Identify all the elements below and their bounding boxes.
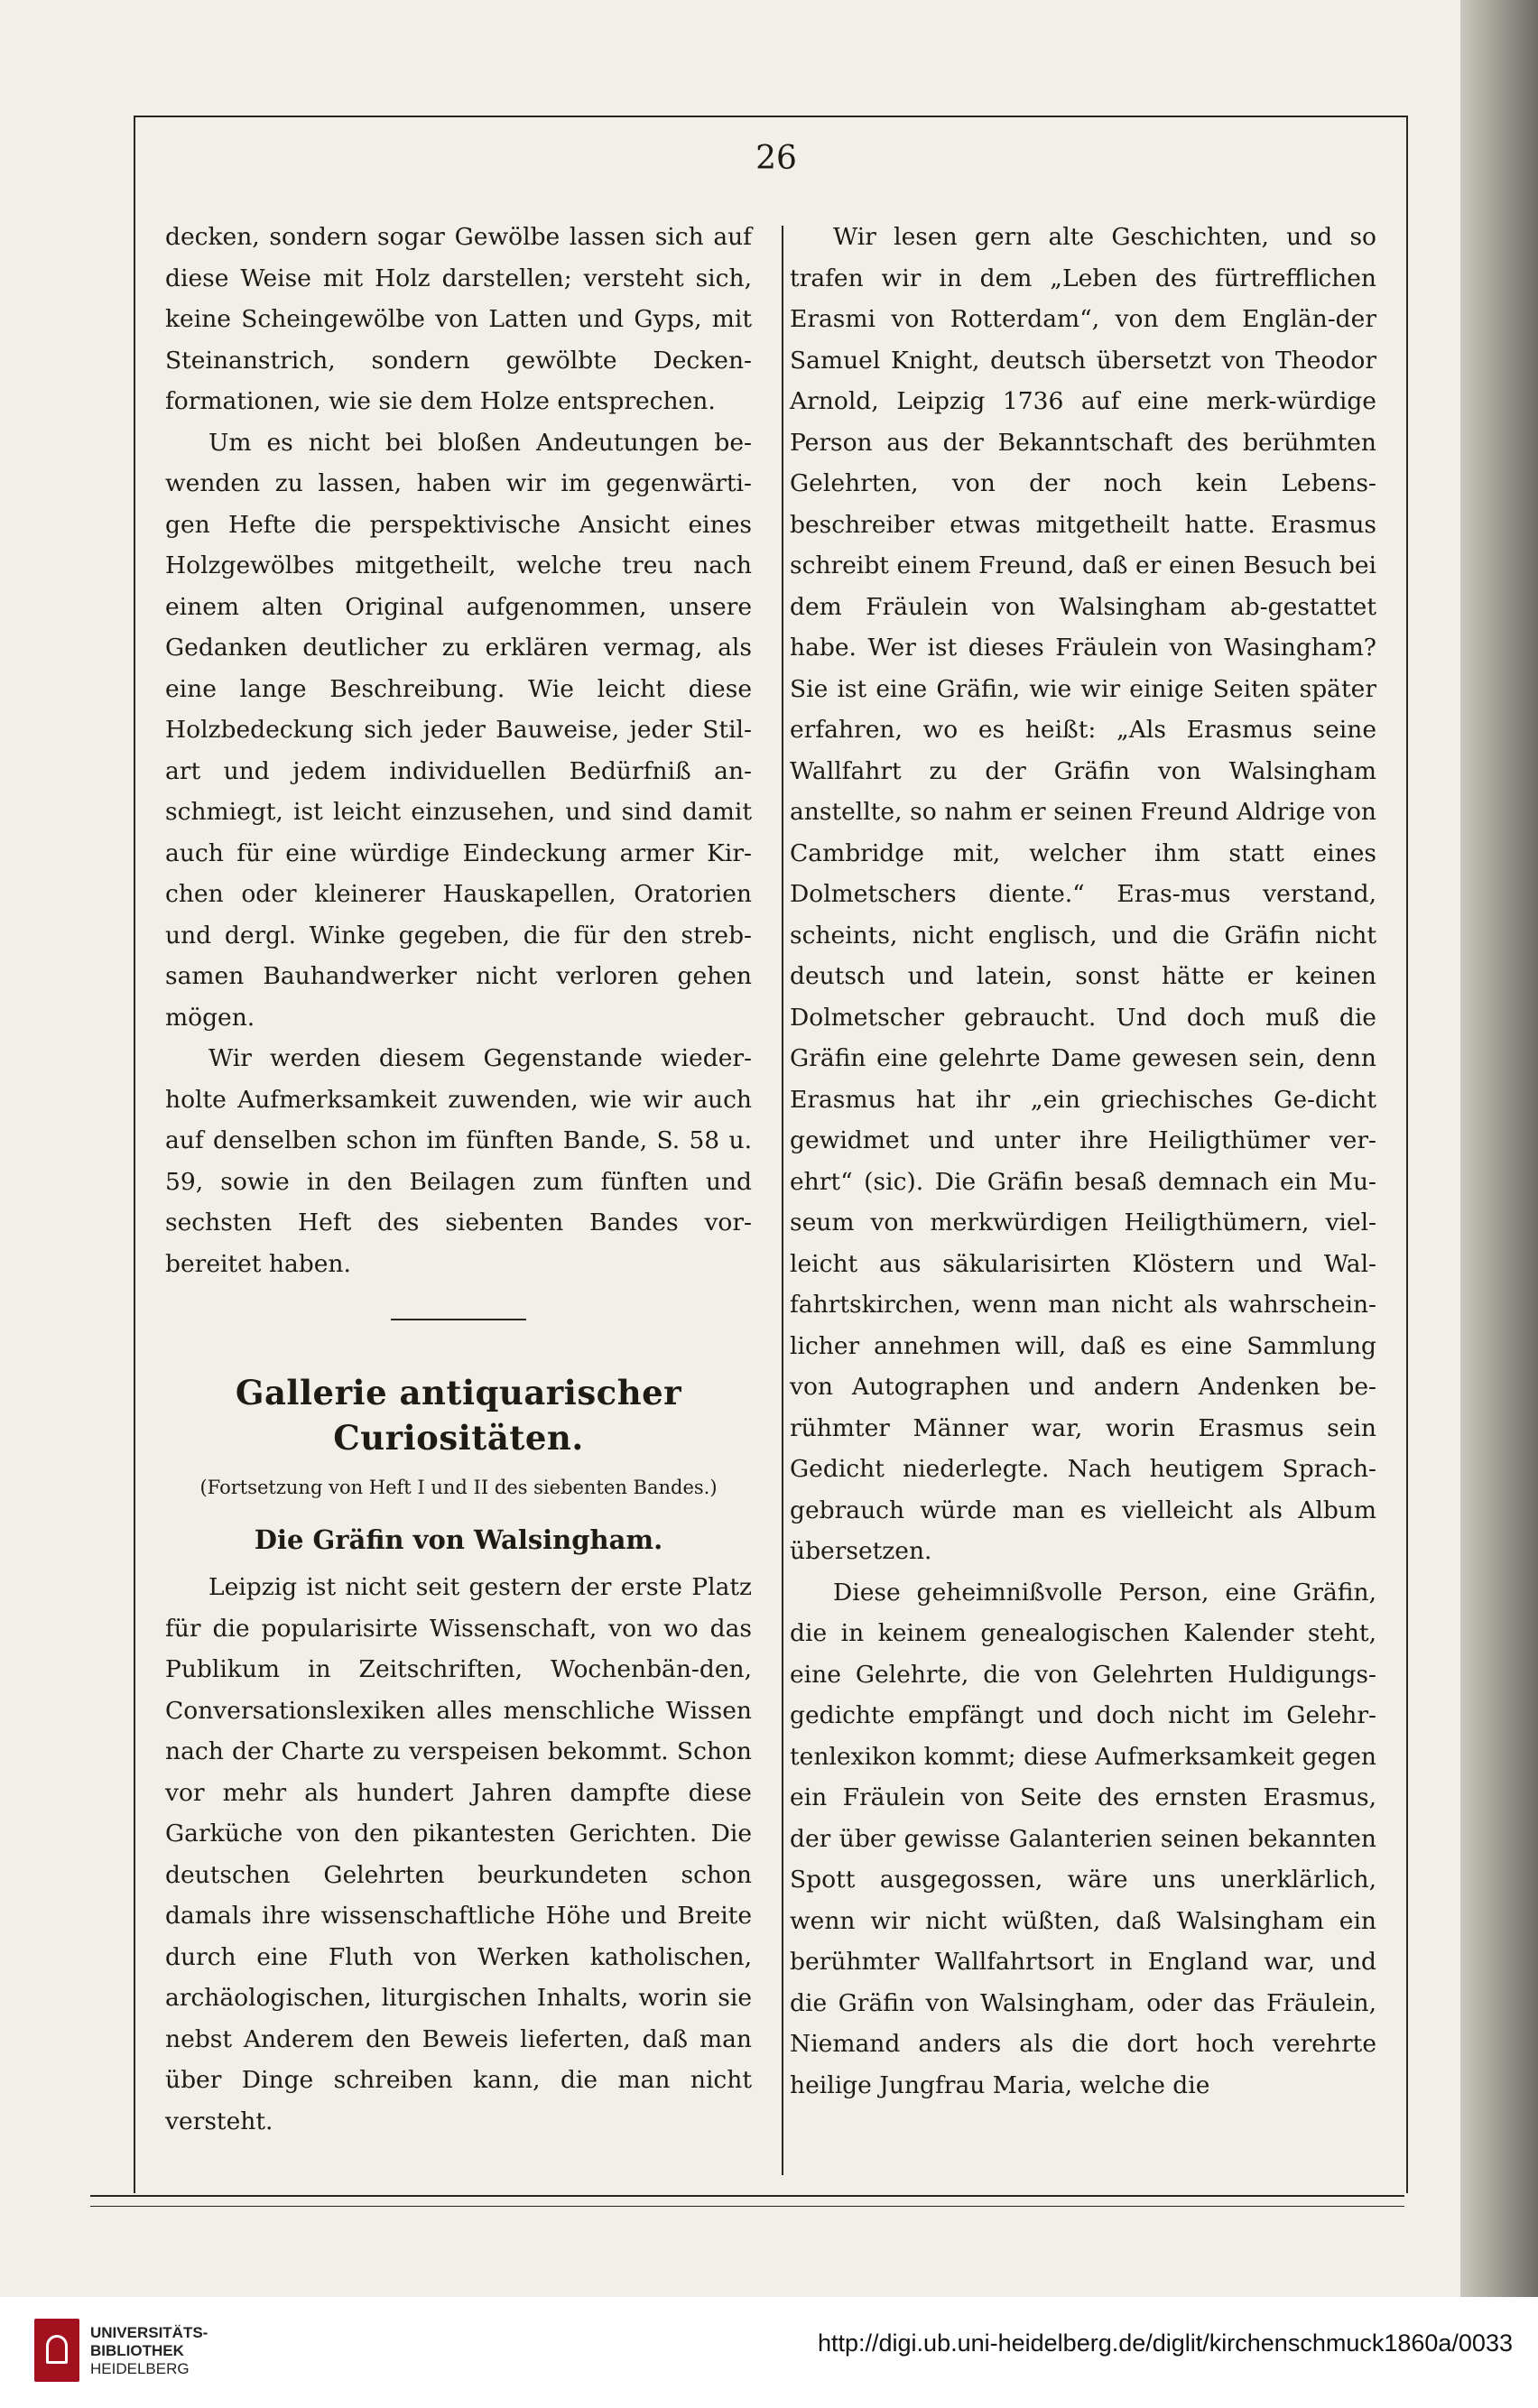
- bottom-rule-thin: [90, 2206, 1404, 2207]
- source-url-link[interactable]: http://digi.ub.uni-heidelberg.de/diglit/kirchenschmuck1860a/0033: [817, 2329, 1513, 2357]
- section-note: (Fortsetzung von Heft I und II des siebenten Bandes.): [199, 1477, 718, 1498]
- paragraph: Wir lesen gern alte Geschichten, und so trafen wir in dem „Leben des fürtrefflichen Erasmi von Rotterdam“, von dem Englän-der Samuel Knight, deutsch übersetzt von Theodor Arnold, Leipzig 1736 auf eine merk-würdige Person aus der Bekanntschaft des berühmten Gelehrten, von der noch kein Lebens-beschreiber etwas mitgetheilt hatte. Erasmus schreibt einem Freund, daß er einen Besuch bei dem Fräulein von Walsingham ab-gestattet habe. Wer ist dieses Fräulein von Wasingham? Sie ist eine Gräfin, wie wir einige Seiten später erfahren, wo es heißt: „Als Erasmus seine Wallfahrt zu der Gräfin von Walsingham anstellte, so nahm er seinen Freund Aldrige von Cambridge mit, welcher ihm statt eines Dolmetschers diente.“ Eras-mus verstand, scheints, nicht englisch, und die Gräfin nicht deutsch und latein, sonst hätte er keinen Dolmetscher gebraucht. Und doch muß die Gräfin eine gelehrte Dame gewesen sein, denn Erasmus hat ihr „ein griechisches Ge-dicht gewidmet und unter ihre Heiligthümer ver-ehrt“ (sic). Die Gräfin besaß demnach ein Mu-seum von merkwürdigen Heiligthümern, viel-leicht aus säkularisirten Klöstern und Wal-fahrtskirchen, wenn man nicht als wahrschein-licher annehmen will, daß es eine Sammlung von Autographen und andern Andenken be-rühmter Männer war, worin Erasmus sein Gedicht niederlegte. Nach heutigem Sprach-gebrauch würde man es vielleicht als Album übersetzen.: [790, 223, 1376, 1565]
- page-number: 26: [755, 140, 797, 177]
- library-logo-icon: [34, 2319, 79, 2382]
- article-title: Die Gräfin von Walsingham.: [254, 1524, 663, 1555]
- left-column: [165, 217, 752, 2142]
- column-divider: [782, 226, 783, 2175]
- bottom-rule: [90, 2195, 1404, 2197]
- paragraph: Diese geheimnißvolle Person, eine Gräfin, die in keinem genealogischen Kalender steht, eine Gelehrte, die von Gelehrten Huldigungs-gedichte empfängt und doch nicht im Gelehr-tenlexikon kommt; diese Aufmerksamkeit gegen ein Fräulein von Seite des ernsten Erasmus, der über gewisse Galanterien seinen bekannten Spott ausgegossen, wäre uns unerklärlich, wenn wir nicht wüßten, daß Walsingham ein berühmter Wallfahrtsort in England war, und die Gräfin von Walsingham, oder das Fräulein, Niemand anders als die dort hoch verehrte heilige Jungfrau Maria, welche die: [790, 1578, 1376, 2099]
- paragraph: Wir werden diesem Gegenstande wieder-holte Aufmerksamkeit zuwenden, wie wir auch auf denselben schon im fünften Bande, S. 58 u. 59, sowie in den Beilagen zum fünften und sechsten Heft des siebenten Bandes vor-bereitet haben.: [165, 1044, 752, 1278]
- section-separator: [391, 1319, 526, 1320]
- library-name-line: BIBLIOTHEK: [90, 2342, 184, 2359]
- book-gutter-shadow: [1460, 0, 1538, 2297]
- paragraph: Leipzig ist nicht seit gestern der erste Platz für die popularisirte Wissenschaft, von wo das Publikum in Zeitschriften, Wochenbän-den, Conversationslexiken alles menschliche Wissen nach der Charte zu verspeisen bekommt. Schon vor mehr als hundert Jahren dampfte diese Garküche von den pikantesten Gerichten. Die deutschen Gelehrten beurkundeten schon damals ihre wissenschaftliche Höhe und Breite durch eine Fluth von Werken katholischen, archäologischen, liturgischen Inhalts, worin sie nebst Anderem den Beweis lieferten, daß man über Dinge schreiben kann, die man nicht versteht.: [165, 1573, 752, 2135]
- library-name: [90, 2324, 208, 2378]
- viewer-footer: [0, 2297, 1538, 2408]
- library-name-line: UNIVERSITÄTS-: [90, 2324, 208, 2341]
- library-name-line: HEIDELBERG: [90, 2360, 190, 2377]
- section-title: Gallerie antiquarischer Curiositäten.: [235, 1373, 682, 1458]
- right-column: [790, 217, 1376, 2106]
- paragraph: Um es nicht bei bloßen Andeutungen be-wenden zu lassen, haben wir im gegenwärti-gen Hefte die perspektivische Ansicht eines Holzgewölbes mitgetheilt, welche treu nach einem alten Original aufgenommen, unsere Gedanken deutlicher zu erklären vermag, als eine lange Beschreibung. Wie leicht diese Holzbedeckung sich jeder Bauweise, jeder Stil-art und jedem individuellen Bedürfniß an-schmiegt, ist leicht einzusehen, und sind damit auch für eine würdige Eindeckung armer Kir-chen oder kleinerer Hauskapellen, Oratorien und dergl. Winke gegeben, die für den streb-samen Bauhandwerker nicht verloren gehen mögen.: [165, 428, 752, 1032]
- paragraph: decken, sondern sogar Gewölbe lassen sich auf diese Weise mit Holz darstellen; versteht sich, keine Scheingewölbe von Latten und Gyps, mit Steinanstrich, sondern gewölbte Decken-formationen, wie sie dem Holze entsprechen.: [165, 223, 752, 415]
